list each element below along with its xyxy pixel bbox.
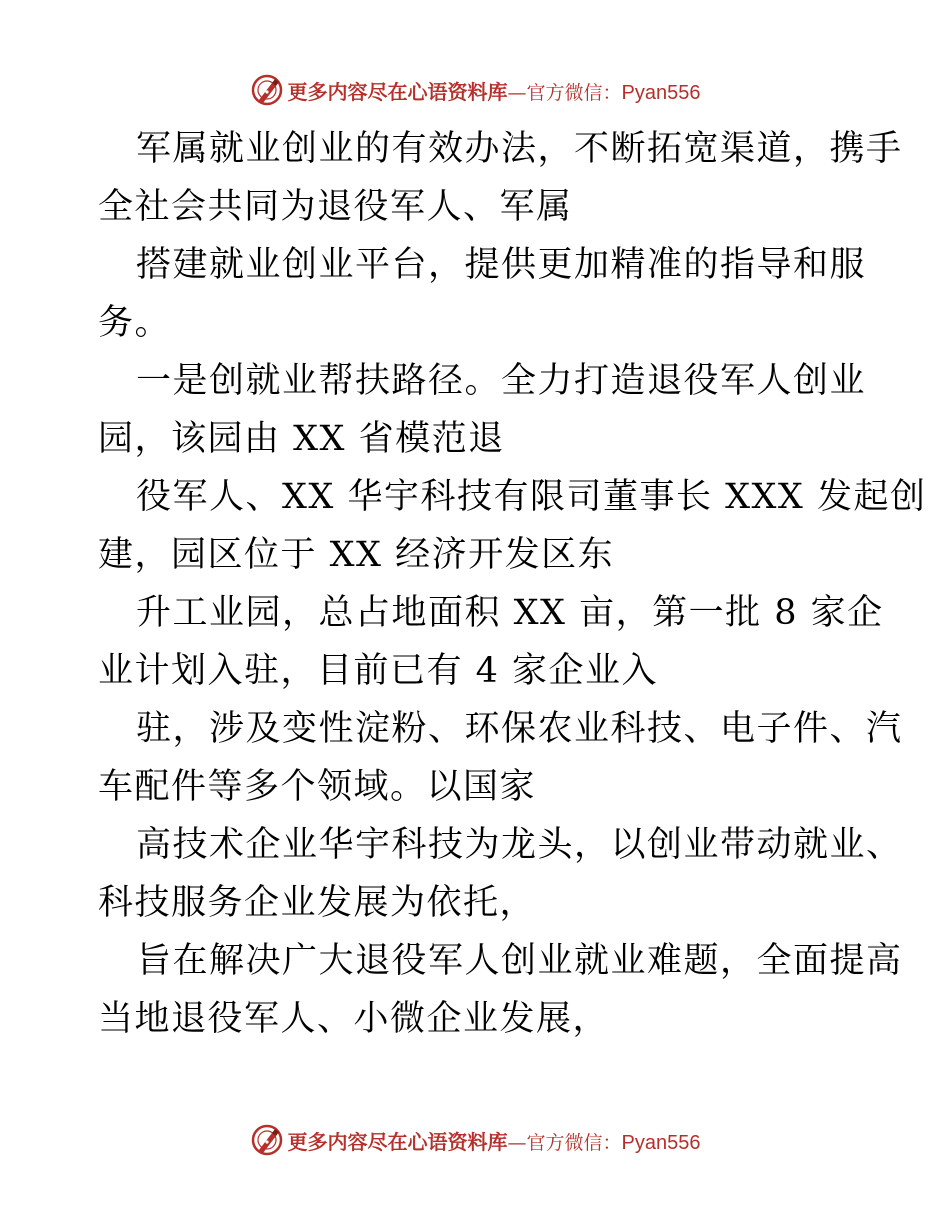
body-line: 驻，涉及变性淀粉、环保农业科技、电子件、汽 xyxy=(136,709,903,749)
body-line: 搭建就业创业平台，提供更加精准的指导和服 xyxy=(136,245,867,285)
pen-nib-logo-icon xyxy=(250,73,284,107)
body-line: 当地退役军人、小微企业发展， xyxy=(98,999,610,1039)
header-wechat-id: Pyan556 xyxy=(621,81,701,104)
body-line: 建，园区位于 XX 经济开发区东 xyxy=(98,535,615,575)
footer-banner xyxy=(0,1120,950,1160)
body-line: 一是创就业帮扶路径。全力打造退役军人创业 xyxy=(136,361,867,401)
body-line: 园，该园由 XX 省模范退 xyxy=(98,419,505,459)
body-line: 务。 xyxy=(98,303,172,343)
pen-nib-logo-icon xyxy=(250,1123,284,1157)
footer-site-text: 更多内容尽在心语资料库 xyxy=(287,1129,508,1154)
body-line: 车配件等多个领域。以国家 xyxy=(98,767,537,807)
header-wechat-label: 官方微信： xyxy=(526,81,622,104)
footer-wechat-label: 官方微信： xyxy=(526,1131,622,1154)
body-line: 业计划入驻，目前已有 4 家企业入 xyxy=(98,651,659,691)
header-separator: — xyxy=(507,81,527,104)
header-banner xyxy=(0,70,950,110)
body-line: 升工业园，总占地面积 XX 亩，第一批 8 家企 xyxy=(136,593,884,633)
body-line: 科技服务企业发展为依托， xyxy=(98,883,537,923)
body-line: 旨在解决广大退役军人创业就业难题，全面提高 xyxy=(136,941,903,981)
footer-wechat-id: Pyan556 xyxy=(621,1131,701,1154)
document-body xyxy=(98,120,927,1048)
header-site-text: 更多内容尽在心语资料库 xyxy=(287,79,508,104)
body-line: 全社会共同为退役军人、军属 xyxy=(98,187,573,227)
body-line: 军属就业创业的有效办法，不断拓宽渠道，携手 xyxy=(136,129,903,169)
body-line: 高技术企业华宇科技为龙头，以创业带动就业、 xyxy=(136,825,903,865)
header-banner-text xyxy=(288,76,701,105)
body-line: 役军人、XX 华宇科技有限司董事长 XXX 发起创 xyxy=(136,477,927,517)
footer-separator: — xyxy=(507,1131,527,1154)
footer-banner-text xyxy=(288,1126,701,1155)
